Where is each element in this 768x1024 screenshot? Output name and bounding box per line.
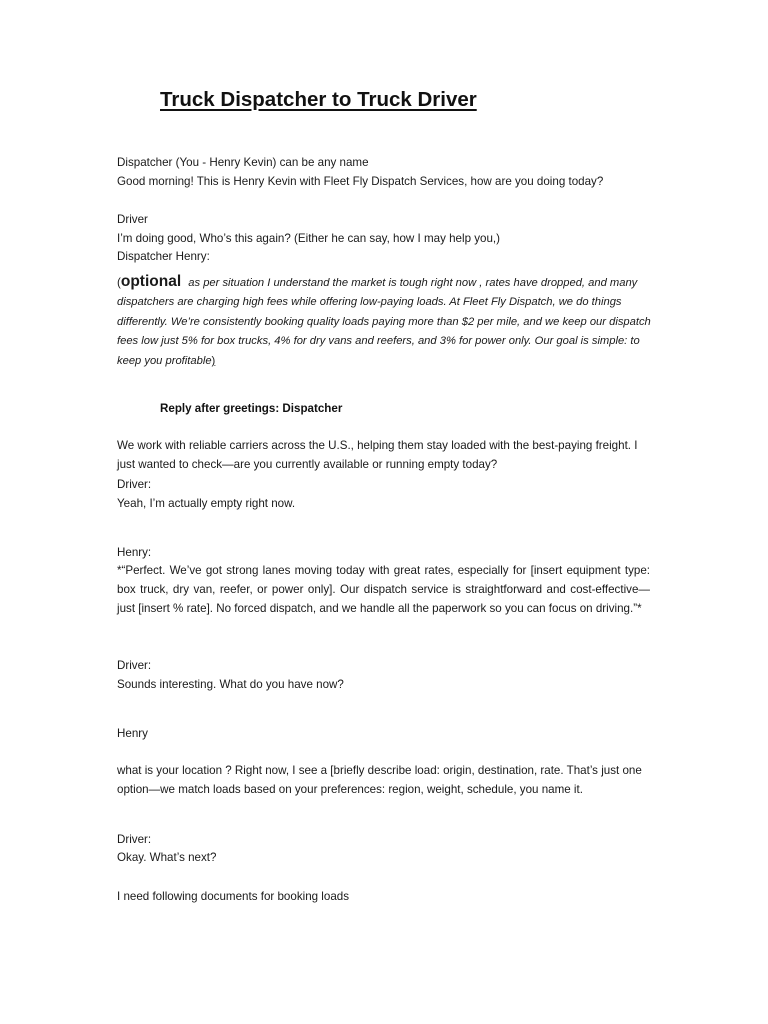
reply-paragraph: We work with reliable carriers across the U.S., helping them stay loaded with the best-paying freight. I just wanted to check—are you currently available or running empty today? — [117, 439, 638, 471]
optional-paragraph — [117, 272, 653, 371]
driver-interest-label: Driver: — [117, 659, 152, 672]
optional-keyword: optional — [120, 273, 182, 290]
driver-interest-text: Sounds interesting. What do you have now? — [117, 678, 344, 691]
reply-heading: Reply after greetings: Dispatcher — [160, 402, 343, 415]
henry-location-paragraph: what is your location ? Right now, I see a [briefly describe load: origin, destination, rate. That’s just one option—we match loads based on your preferences: region, weight, schedule, you name it. — [117, 764, 642, 796]
henry-offer-label: Henry: — [117, 546, 152, 559]
dispatcher-label: Dispatcher (You - Henry Kevin) can be any name — [117, 156, 369, 169]
reply-driver-label: Driver: — [117, 478, 152, 491]
reply-driver-text: Yeah, I’m actually empty right now. — [117, 497, 296, 510]
dispatcher-henry-label: Dispatcher Henry: — [117, 250, 210, 263]
driver-label: Driver — [117, 213, 148, 226]
henry-location-label: Henry — [117, 727, 148, 740]
henry-offer-paragraph: *“Perfect. We’ve got strong lanes moving today with great rates, especially for [insert equipment type: box truck, dry van, reefer, or power only]. Our dispatch service is straightforward and cost-effective—just [insert % rate]. No forced dispatch, and we handle all the paperwork so you can focus on driving.”* — [117, 564, 650, 615]
optional-close-paren: ) — [211, 354, 216, 367]
documents-line: I need following documents for booking loads — [117, 890, 350, 903]
document-title: Truck Dispatcher to Truck Driver — [160, 88, 477, 111]
driver-next-text: Okay. What’s next? — [117, 851, 217, 864]
optional-open-paren: ( — [117, 276, 121, 289]
driver-next-label: Driver: — [117, 833, 152, 846]
optional-text: as per situation I understand the market is tough right now , rates have dropped, and many dispatchers are charging high fees while offering low-paying loads. At Fleet Fly Dispatch, we do things differently. We’re consistently booking quality loads paying more than $2 per mile, and we keep our dispatch fees low just 5% for box trucks, 4% for dry vans and reefers, and 3% for power only. Our goal is simple: to keep you profitable — [117, 277, 651, 367]
driver-reply: I’m doing good, Who’s this again? (Either he can say, how I may help you,) — [117, 232, 501, 245]
dispatcher-greeting: Good morning! This is Henry Kevin with Fleet Fly Dispatch Services, how are you doing today? — [117, 175, 604, 188]
